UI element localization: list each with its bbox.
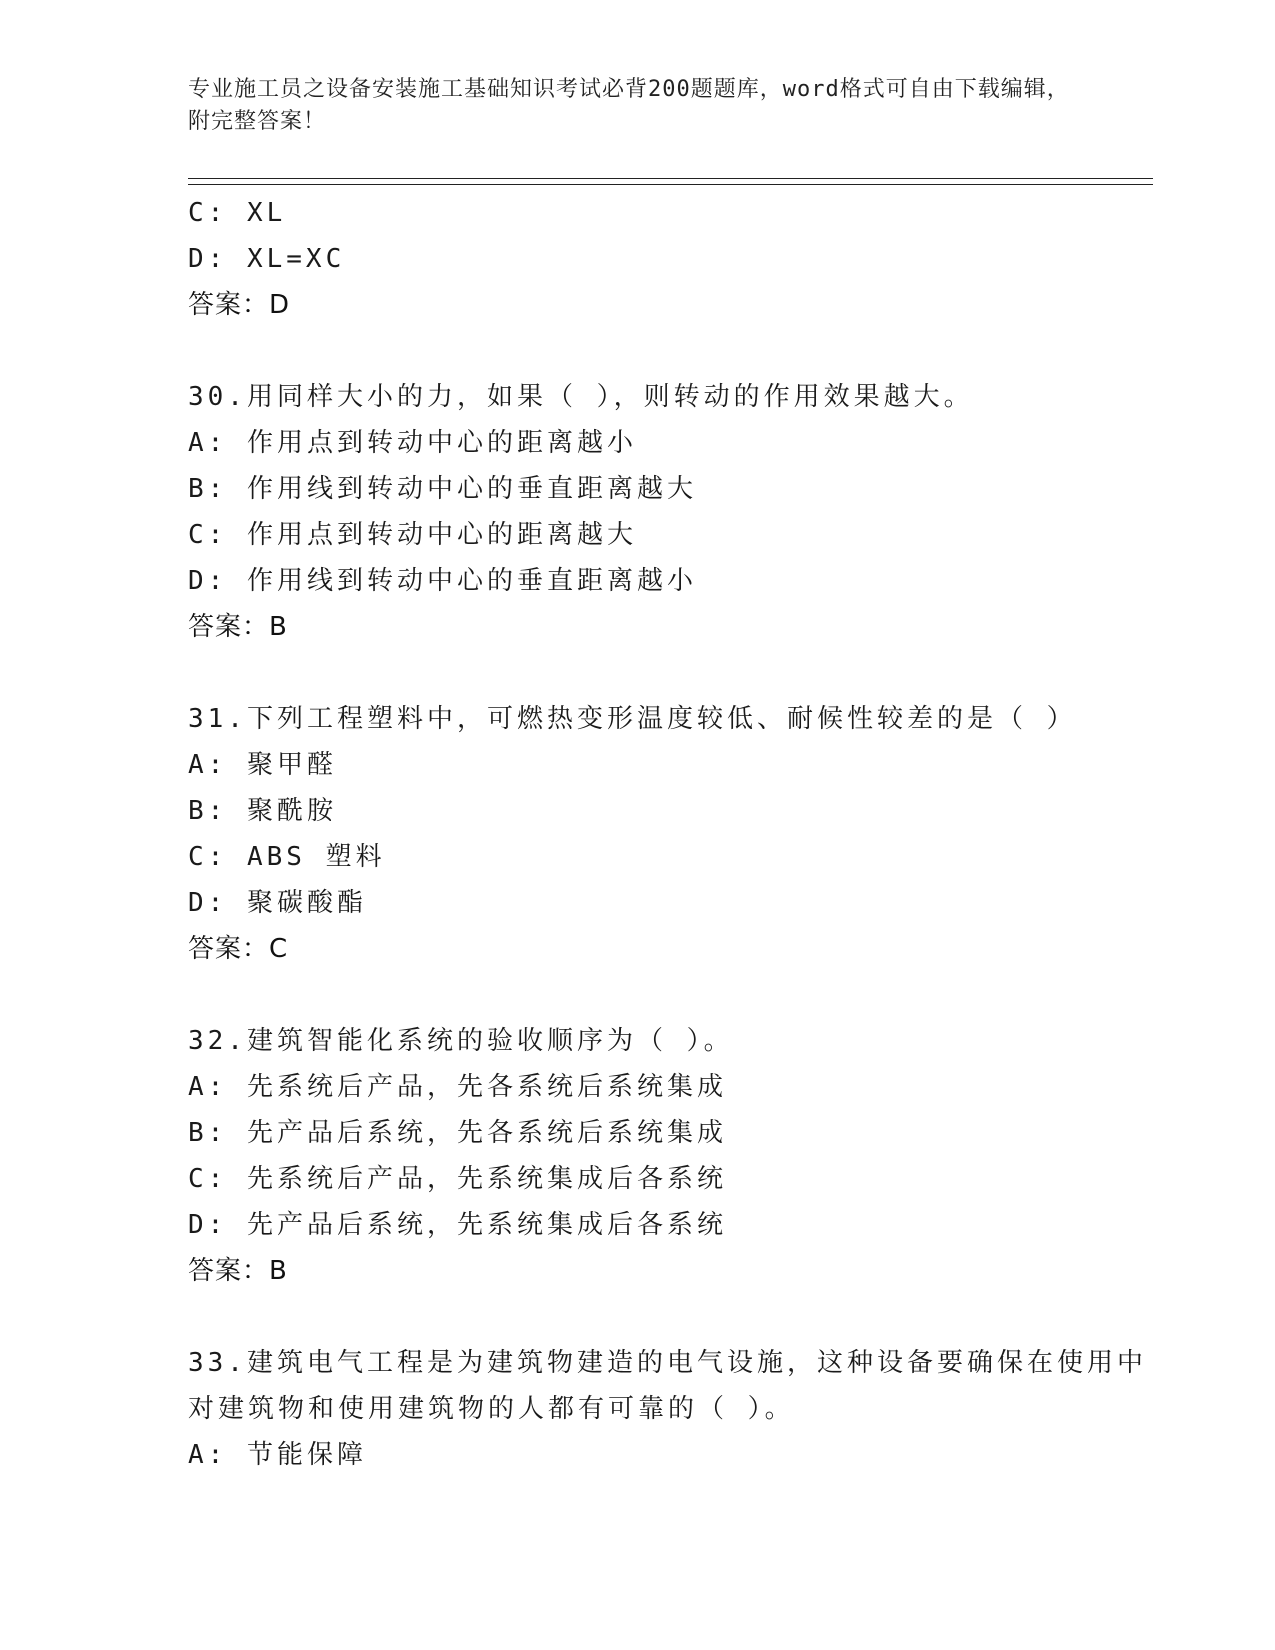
answer-line: 答案：C bbox=[188, 934, 289, 964]
question-list bbox=[188, 190, 1153, 1478]
option-c: C: 先系统后产品，先系统集成后各系统 bbox=[188, 1164, 727, 1194]
option-c: C: ABS 塑料 bbox=[188, 842, 386, 872]
spacer bbox=[188, 328, 1153, 374]
document-header: 专业施工员之设备安装施工基础知识考试必背200题题库，word格式可自由下载编辑，附完整答案！ bbox=[188, 77, 1070, 134]
option-c: C: 作用点到转动中心的距离越大 bbox=[188, 520, 637, 550]
spacer bbox=[188, 1294, 1153, 1340]
option-d: D: XL=XC bbox=[188, 244, 346, 274]
option-d: D: 聚碳酸酯 bbox=[188, 888, 367, 918]
answer-line: 答案：D bbox=[188, 290, 291, 320]
question-block-29 bbox=[188, 190, 1153, 328]
question-text: 33.建筑电气工程是为建筑物建造的电气设施，这种设备要确保在使用中对建筑物和使用建筑物的人都有可靠的（ ）。 bbox=[188, 1348, 1147, 1424]
answer-line: 答案：B bbox=[188, 1256, 288, 1286]
option-a: A: 聚甲醛 bbox=[188, 750, 337, 780]
question-text: 31.下列工程塑料中，可燃热变形温度较低、耐候性较差的是（ ） bbox=[188, 704, 1077, 734]
header-divider bbox=[188, 178, 1153, 185]
question-block-31 bbox=[188, 696, 1153, 972]
answer-line: 答案：B bbox=[188, 612, 288, 642]
spacer bbox=[188, 972, 1153, 1018]
spacer bbox=[188, 650, 1153, 696]
question-text: 32.建筑智能化系统的验收顺序为（ ）。 bbox=[188, 1026, 734, 1056]
option-b: B: 作用线到转动中心的垂直距离越大 bbox=[188, 474, 697, 504]
option-d: D: 先产品后系统，先系统集成后各系统 bbox=[188, 1210, 727, 1240]
option-c: C: XL bbox=[188, 198, 287, 228]
question-block-32 bbox=[188, 1018, 1153, 1294]
question-text: 30.用同样大小的力，如果（ ），则转动的作用效果越大。 bbox=[188, 382, 974, 412]
option-b: B: 先产品后系统，先各系统后系统集成 bbox=[188, 1118, 727, 1148]
question-block-33 bbox=[188, 1340, 1153, 1478]
option-d: D: 作用线到转动中心的垂直距离越小 bbox=[188, 566, 697, 596]
option-a: A: 作用点到转动中心的距离越小 bbox=[188, 428, 637, 458]
option-a: A: 先系统后产品，先各系统后系统集成 bbox=[188, 1072, 727, 1102]
option-b: B: 聚酰胺 bbox=[188, 796, 337, 826]
option-a: A: 节能保障 bbox=[188, 1440, 367, 1470]
question-block-30 bbox=[188, 374, 1153, 650]
